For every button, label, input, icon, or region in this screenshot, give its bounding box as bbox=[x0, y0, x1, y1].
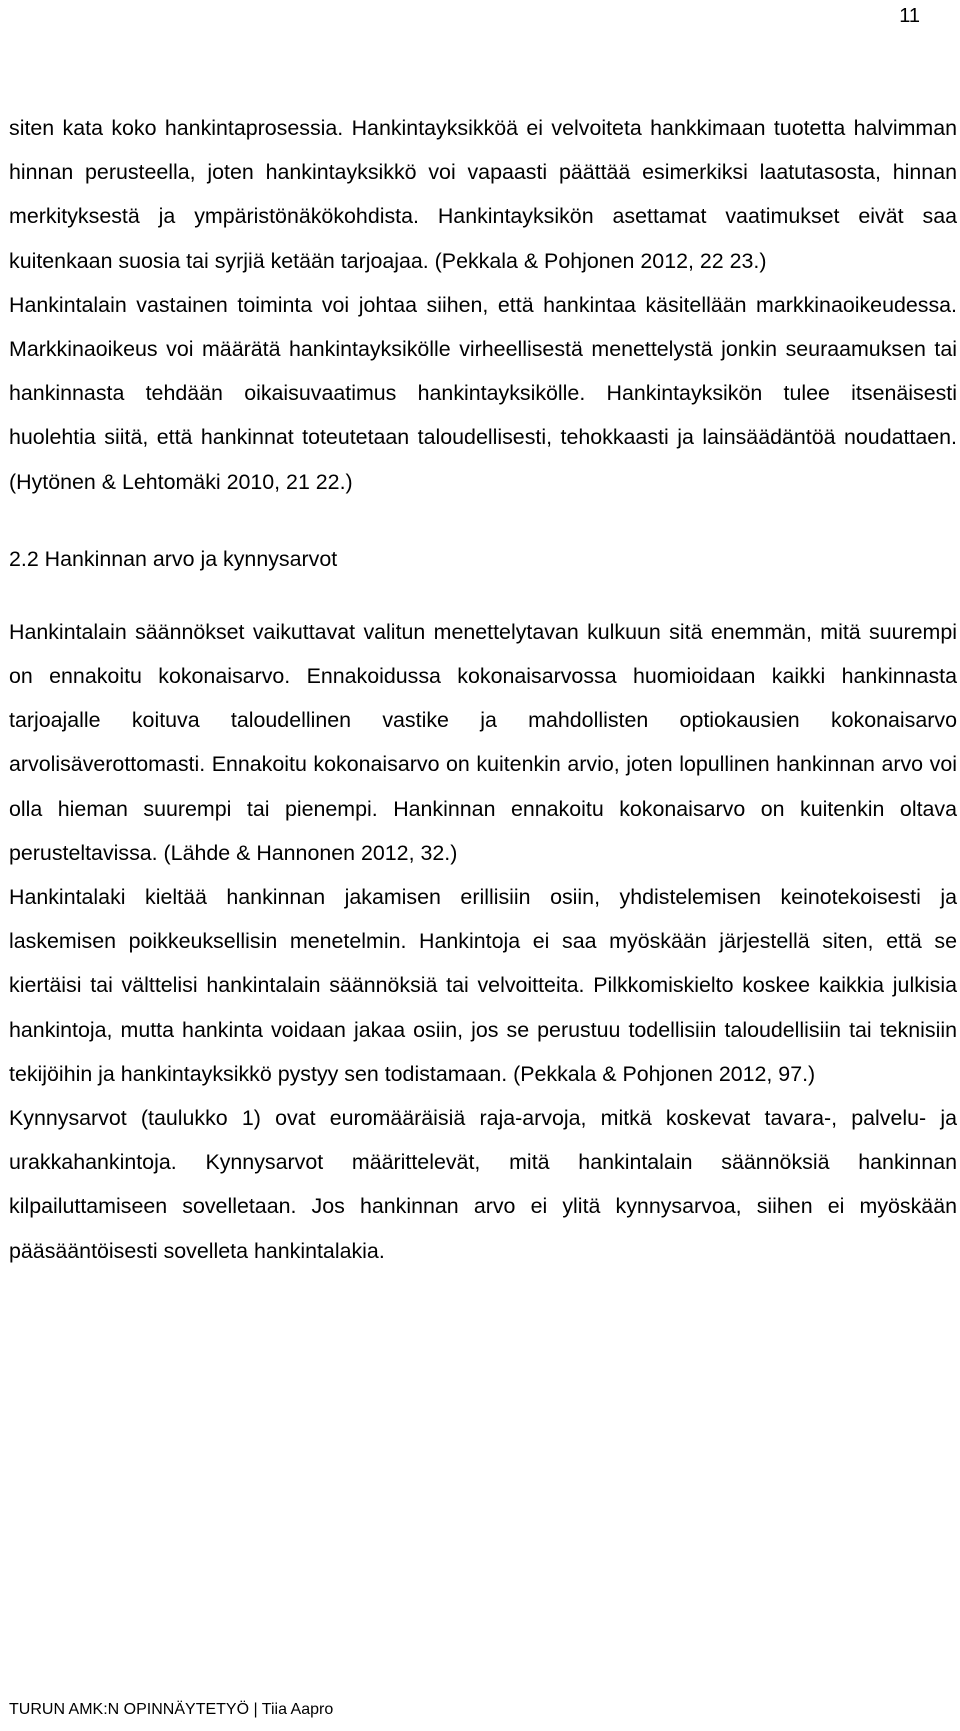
section-heading: 2.2 Hankinnan arvo ja kynnysarvot bbox=[9, 546, 338, 571]
page-footer: TURUN AMK:N OPINNÄYTETYÖ | Tiia Aapro bbox=[9, 1701, 334, 1718]
document-body bbox=[9, 106, 957, 1273]
page-number: 11 bbox=[899, 5, 920, 27]
paragraph-estimated-value: Hankintalain säännökset vaikuttavat valitun menettelytavan kulkuun sitä enemmän, mitä suurempi on ennakoitu kokonaisarvo. Ennakoidussa kokonaisarvossa huomioidaan kaikki hankinnasta tarjoajalle koituva taloudellinen vastike ja mahdollisten optiokausien kokonaisarvo arvolisäverottomasti. Ennakoitu kokonaisarvo on kuitenkin arvio, joten lopullinen hankinnan arvo voi olla hieman suurempi tai pienempi. Hankinnan ennakoitu kokonaisarvo on kuitenkin oltava perusteltavissa. (Lähde & Hannonen 2012, 32.) bbox=[9, 619, 957, 865]
paragraph-splitting-ban: Hankintalaki kieltää hankinnan jakamisen erillisiin osiin, yhdistelemisen keinotekoisesti ja laskemisen poikkeuksellisin menetelmin. Hankintoja ei saa myöskään järjestellä siten, että se kiertäisi tai välttelisi hankintalain säännöksiä tai velvoitteita. Pilkkomiskielto koskee kaikkia julkisia hankintoja, mutta hankinta voidaan jakaa osiin, jos se perustuu todellisiin taloudellisiin tai teknisiin tekijöihin ja hankintayksikkö pystyy sen todistamaan. (Pekkala & Pohjonen 2012, 97.) bbox=[9, 885, 957, 1086]
paragraph-thresholds: Kynnysarvot (taulukko 1) ovat euromääräisiä raja-arvoja, mitkä koskevat tavara-, palvelu- ja urakkahankintoja. Kynnysarvot määrittelevät, mitä hankintalain säännöksiä hankinnan kilpailuttamiseen sovelletaan. Jos hankinnan arvo ei ylitä kynnysarvoa, siihen ei myöskään pääsääntöisesti sovelleta hankintalakia. bbox=[9, 1106, 957, 1263]
paragraph-procurement-freedom: siten kata koko hankintaprosessia. Hankintayksikköä ei velvoiteta hankkimaan tuotetta halvimman hinnan perusteella, joten hankintayksikkö voi vapaasti päättää esimerkiksi laatutasosta, hinnan merkityksestä ja ympäristönäkökohdista. Hankintayksikön asettamat vaatimukset eivät saa kuitenkaan suosia tai syrjiä ketään tarjoajaa. (Pekkala & Pohjonen 2012, 22 23.) bbox=[9, 116, 957, 273]
paragraph-market-court: Hankintalain vastainen toiminta voi johtaa siihen, että hankintaa käsitellään markkinaoikeudessa. Markkinaoikeus voi määrätä hankintayksikölle virheellisestä menettelystä jonkin seuraamuksen tai hankinnasta tehdään oikaisuvaatimus hankintayksikölle. Hankintayksikön tulee itsenäisesti huolehtia siitä, että hankinnat toteutetaan taloudellisesti, tehokkaasti ja lainsäädäntöä noudattaen. (Hytönen & Lehtomäki 2010, 21 22.) bbox=[9, 292, 957, 494]
